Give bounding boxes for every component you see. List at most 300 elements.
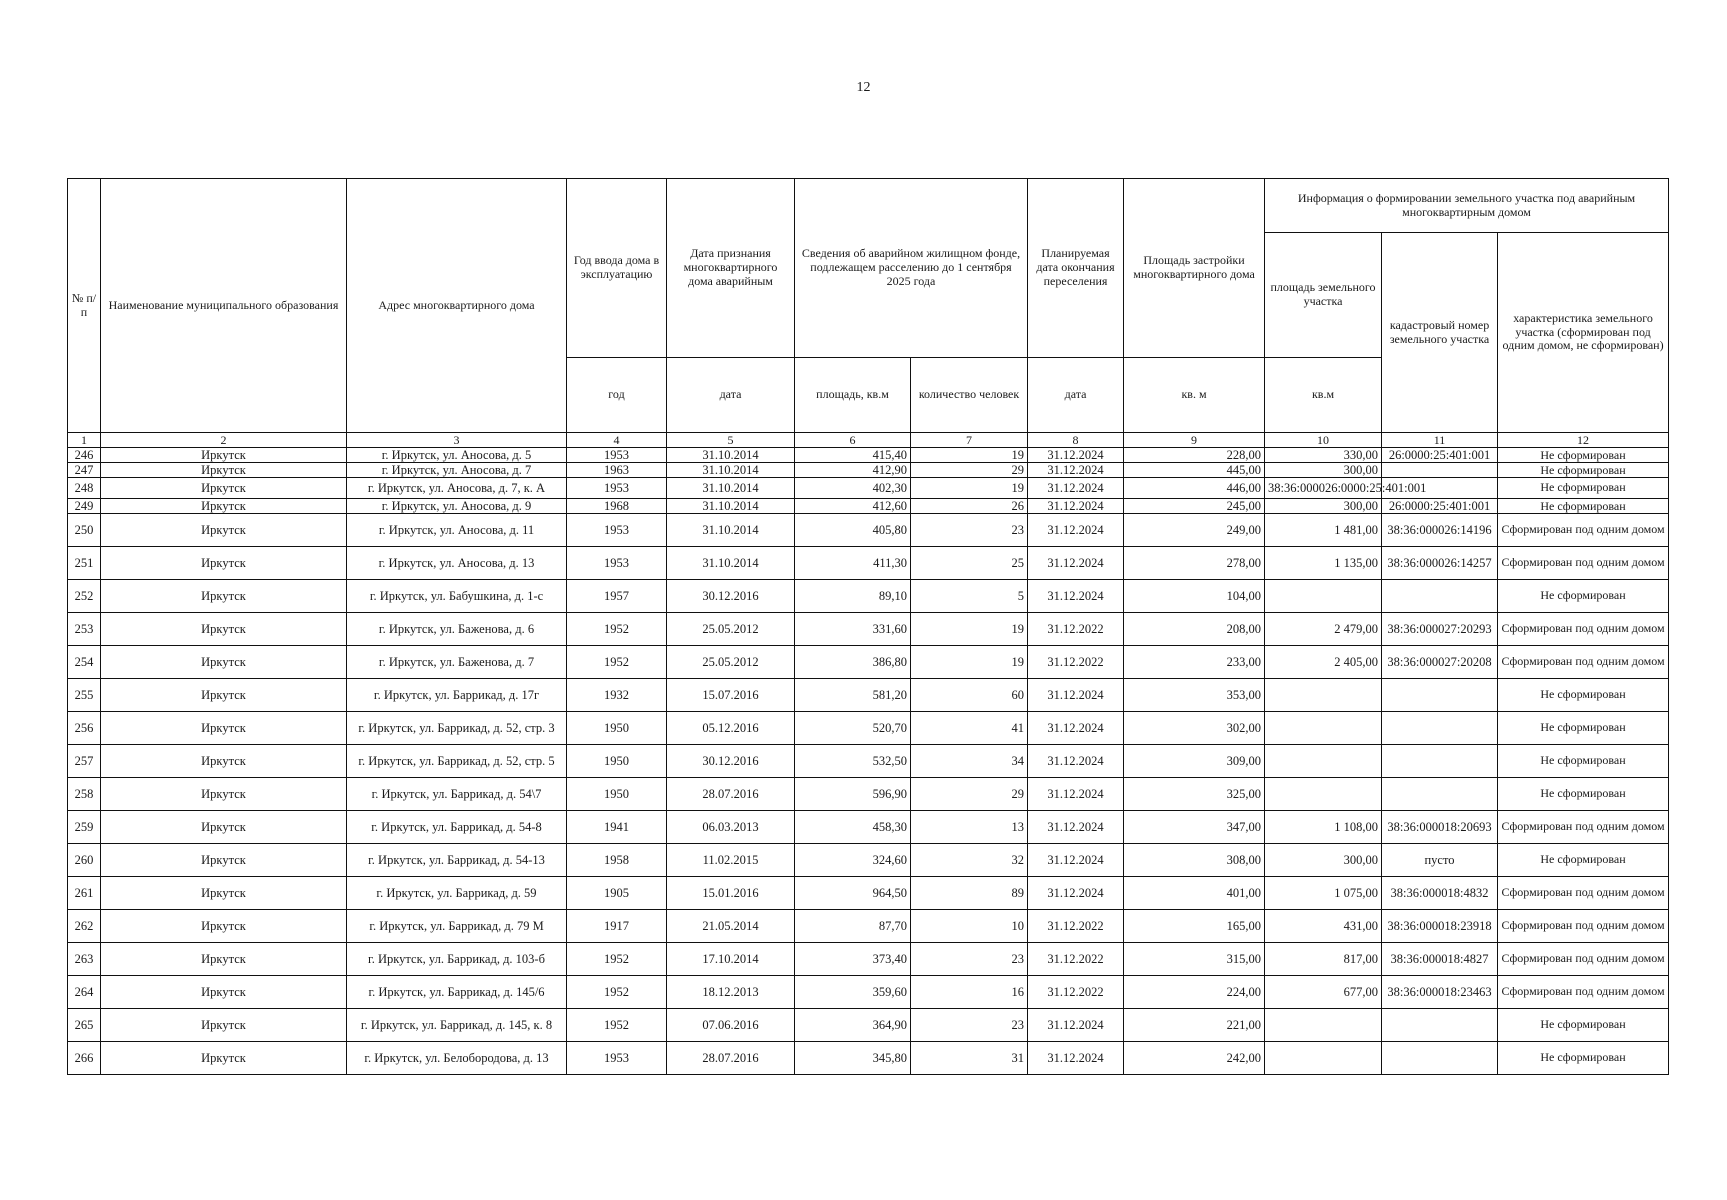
fund-area-cell: 412,60 xyxy=(795,499,911,514)
people-count-cell: 23 xyxy=(911,943,1028,976)
fund-area-cell: 415,40 xyxy=(795,448,911,463)
year-cell: 1950 xyxy=(567,745,667,778)
built-area-cell: 278,00 xyxy=(1124,547,1265,580)
people-count-cell: 26 xyxy=(911,499,1028,514)
people-count-cell: 34 xyxy=(911,745,1028,778)
address-cell: г. Иркутск, ул. Баррикад, д. 54-8 xyxy=(347,811,567,844)
cadastral-number-cell xyxy=(1382,580,1498,613)
planned-date-cell: 31.12.2024 xyxy=(1028,1042,1124,1075)
table-row xyxy=(68,478,1669,499)
built-area-cell: 401,00 xyxy=(1124,877,1265,910)
land-area-cell: 431,00 xyxy=(1265,910,1382,943)
cadastral-number-cell: 38:36:000018:23918 xyxy=(1382,910,1498,943)
land-characteristic-cell: Сформирован под одним домом xyxy=(1498,910,1669,943)
land-area-cell xyxy=(1265,580,1382,613)
recognition-date-cell: 28.07.2016 xyxy=(667,1042,795,1075)
municipality-cell: Иркутск xyxy=(101,499,347,514)
row-number: 261 xyxy=(68,877,101,910)
land-characteristic-cell: Сформирован под одним домом xyxy=(1498,811,1669,844)
land-area-cell xyxy=(1265,1042,1382,1075)
land-characteristic-cell: Не сформирован xyxy=(1498,745,1669,778)
recognition-date-cell: 31.10.2014 xyxy=(667,514,795,547)
column-number: 1 xyxy=(68,433,101,448)
land-area-cell: 330,00 xyxy=(1265,448,1382,463)
land-area-cell: 300,00 xyxy=(1265,463,1382,478)
municipality-cell: Иркутск xyxy=(101,514,347,547)
municipality-cell: Иркутск xyxy=(101,745,347,778)
table-row xyxy=(68,712,1669,745)
land-characteristic-cell: Сформирован под одним домом xyxy=(1498,514,1669,547)
address-cell: г. Иркутск, ул. Баррикад, д. 52, стр. 3 xyxy=(347,712,567,745)
municipality-cell: Иркутск xyxy=(101,1042,347,1075)
cadastral-number-cell: 26:0000:25:401:001 xyxy=(1382,499,1498,514)
municipality-cell: Иркутск xyxy=(101,844,347,877)
planned-date-cell: 31.12.2024 xyxy=(1028,448,1124,463)
header-cadastral: кадастровый номер земельного участка xyxy=(1382,233,1498,433)
people-count-cell: 13 xyxy=(911,811,1028,844)
year-cell: 1958 xyxy=(567,844,667,877)
table-row xyxy=(68,547,1669,580)
planned-date-cell: 31.12.2024 xyxy=(1028,580,1124,613)
land-characteristic-cell: Не сформирован xyxy=(1498,448,1669,463)
fund-area-cell: 402,30 xyxy=(795,478,911,499)
built-area-cell: 302,00 xyxy=(1124,712,1265,745)
table-row xyxy=(68,1042,1669,1075)
table-row xyxy=(68,679,1669,712)
municipality-cell: Иркутск xyxy=(101,712,347,745)
land-area-cell: 1 135,00 xyxy=(1265,547,1382,580)
built-area-cell: 315,00 xyxy=(1124,943,1265,976)
column-number: 9 xyxy=(1124,433,1265,448)
built-area-cell: 165,00 xyxy=(1124,910,1265,943)
recognition-date-cell: 11.02.2015 xyxy=(667,844,795,877)
built-area-cell: 353,00 xyxy=(1124,679,1265,712)
people-count-cell: 31 xyxy=(911,1042,1028,1075)
planned-date-cell: 31.12.2022 xyxy=(1028,646,1124,679)
cadastral-number-cell: 38:36:000027:20293 xyxy=(1382,613,1498,646)
address-cell: г. Иркутск, ул. Белобородова, д. 13 xyxy=(347,1042,567,1075)
people-count-cell: 19 xyxy=(911,646,1028,679)
built-area-cell: 245,00 xyxy=(1124,499,1265,514)
land-characteristic-cell: Сформирован под одним домом xyxy=(1498,976,1669,1009)
address-cell: г. Иркутск, ул. Баррикад, д. 145, к. 8 xyxy=(347,1009,567,1042)
header-fund-info: Сведения об аварийном жилищном фонде, подлежащем расселению до 1 сентября 2025 года xyxy=(795,179,1028,358)
unit-land-area: кв.м xyxy=(1265,358,1382,433)
column-number: 5 xyxy=(667,433,795,448)
cadastral-number-cell xyxy=(1382,1042,1498,1075)
people-count-cell: 5 xyxy=(911,580,1028,613)
header-recognition-date: Дата признания многоквартирного дома аварийным xyxy=(667,179,795,358)
planned-date-cell: 31.12.2022 xyxy=(1028,910,1124,943)
header-land-area: площадь земельного участка xyxy=(1265,233,1382,358)
land-characteristic-cell: Не сформирован xyxy=(1498,1042,1669,1075)
table-row xyxy=(68,745,1669,778)
column-number: 11 xyxy=(1382,433,1498,448)
municipality-cell: Иркутск xyxy=(101,679,347,712)
fund-area-cell: 405,80 xyxy=(795,514,911,547)
table-row xyxy=(68,499,1669,514)
people-count-cell: 19 xyxy=(911,478,1028,499)
year-cell: 1968 xyxy=(567,499,667,514)
cadastral-number-cell: 38:36:000027:20208 xyxy=(1382,646,1498,679)
land-characteristic-cell: Не сформирован xyxy=(1498,778,1669,811)
year-cell: 1917 xyxy=(567,910,667,943)
fund-area-cell: 411,30 xyxy=(795,547,911,580)
column-number: 12 xyxy=(1498,433,1669,448)
built-area-cell: 221,00 xyxy=(1124,1009,1265,1042)
address-cell: г. Иркутск, ул. Баррикад, д. 103-б xyxy=(347,943,567,976)
land-area-cell: 38:36:000026:0000:25:401:001 xyxy=(1265,478,1382,499)
recognition-date-cell: 15.07.2016 xyxy=(667,679,795,712)
municipality-cell: Иркутск xyxy=(101,976,347,1009)
fund-area-cell: 373,40 xyxy=(795,943,911,976)
people-count-cell: 89 xyxy=(911,877,1028,910)
cadastral-number-cell: пусто xyxy=(1382,844,1498,877)
cadastral-number-cell xyxy=(1382,463,1498,478)
recognition-date-cell: 21.05.2014 xyxy=(667,910,795,943)
municipality-cell: Иркутск xyxy=(101,778,347,811)
planned-date-cell: 31.12.2024 xyxy=(1028,499,1124,514)
land-area-cell: 817,00 xyxy=(1265,943,1382,976)
year-cell: 1952 xyxy=(567,1009,667,1042)
land-characteristic-cell: Не сформирован xyxy=(1498,712,1669,745)
cadastral-number-cell: 38:36:000026:14257 xyxy=(1382,547,1498,580)
table-row xyxy=(68,463,1669,478)
address-cell: г. Иркутск, ул. Баррикад, д. 17г xyxy=(347,679,567,712)
row-number: 256 xyxy=(68,712,101,745)
municipality-cell: Иркутск xyxy=(101,646,347,679)
land-area-cell: 1 075,00 xyxy=(1265,877,1382,910)
address-cell: г. Иркутск, ул. Аносова, д. 11 xyxy=(347,514,567,547)
fund-area-cell: 87,70 xyxy=(795,910,911,943)
column-number: 3 xyxy=(347,433,567,448)
year-cell: 1952 xyxy=(567,976,667,1009)
municipality-cell: Иркутск xyxy=(101,811,347,844)
column-number: 6 xyxy=(795,433,911,448)
planned-date-cell: 31.12.2024 xyxy=(1028,463,1124,478)
recognition-date-cell: 25.05.2012 xyxy=(667,613,795,646)
built-area-cell: 249,00 xyxy=(1124,514,1265,547)
cadastral-number-cell xyxy=(1382,1009,1498,1042)
land-area-cell xyxy=(1265,1009,1382,1042)
row-number: 264 xyxy=(68,976,101,1009)
year-cell: 1932 xyxy=(567,679,667,712)
built-area-cell: 325,00 xyxy=(1124,778,1265,811)
municipality-cell: Иркутск xyxy=(101,580,347,613)
fund-area-cell: 964,50 xyxy=(795,877,911,910)
recognition-date-cell: 31.10.2014 xyxy=(667,547,795,580)
planned-date-cell: 31.12.2024 xyxy=(1028,745,1124,778)
built-area-cell: 242,00 xyxy=(1124,1042,1265,1075)
row-number: 262 xyxy=(68,910,101,943)
header-land-group: Информация о формировании земельного участка под аварийным многоквартирным домом xyxy=(1265,179,1669,233)
built-area-cell: 445,00 xyxy=(1124,463,1265,478)
land-characteristic-cell: Сформирован под одним домом xyxy=(1498,646,1669,679)
year-cell: 1952 xyxy=(567,646,667,679)
municipality-cell: Иркутск xyxy=(101,877,347,910)
cadastral-number-cell: 26:0000:25:401:001 xyxy=(1382,448,1498,463)
recognition-date-cell: 17.10.2014 xyxy=(667,943,795,976)
recognition-date-cell: 07.06.2016 xyxy=(667,1009,795,1042)
municipality-cell: Иркутск xyxy=(101,448,347,463)
municipality-cell: Иркутск xyxy=(101,463,347,478)
land-characteristic-cell: Не сформирован xyxy=(1498,499,1669,514)
year-cell: 1953 xyxy=(567,514,667,547)
address-cell: г. Иркутск, ул. Баррикад, д. 145/6 xyxy=(347,976,567,1009)
built-area-cell: 446,00 xyxy=(1124,478,1265,499)
cadastral-number-cell: 38:36:000018:4827 xyxy=(1382,943,1498,976)
unit-year: год xyxy=(567,358,667,433)
row-number: 259 xyxy=(68,811,101,844)
municipality-cell: Иркутск xyxy=(101,547,347,580)
cadastral-number-cell xyxy=(1382,745,1498,778)
land-area-cell xyxy=(1265,778,1382,811)
recognition-date-cell: 30.12.2016 xyxy=(667,580,795,613)
land-characteristic-cell: Не сформирован xyxy=(1498,679,1669,712)
unit-area: площадь, кв.м xyxy=(795,358,911,433)
address-cell: г. Иркутск, ул. Аносова, д. 13 xyxy=(347,547,567,580)
table-row xyxy=(68,646,1669,679)
cadastral-number-cell: 38:36:000018:4832 xyxy=(1382,877,1498,910)
cadastral-number-cell: 38:36:000018:20693 xyxy=(1382,811,1498,844)
year-cell: 1950 xyxy=(567,778,667,811)
table-row xyxy=(68,976,1669,1009)
planned-date-cell: 31.12.2024 xyxy=(1028,547,1124,580)
municipality-cell: Иркутск xyxy=(101,1009,347,1042)
fund-area-cell: 386,80 xyxy=(795,646,911,679)
header-number: № п/п xyxy=(68,179,101,433)
address-cell: г. Иркутск, ул. Аносова, д. 9 xyxy=(347,499,567,514)
row-number: 248 xyxy=(68,478,101,499)
people-count-cell: 16 xyxy=(911,976,1028,1009)
people-count-cell: 29 xyxy=(911,778,1028,811)
built-area-cell: 208,00 xyxy=(1124,613,1265,646)
fund-area-cell: 520,70 xyxy=(795,712,911,745)
address-cell: г. Иркутск, ул. Баженова, д. 6 xyxy=(347,613,567,646)
row-number: 250 xyxy=(68,514,101,547)
cadastral-number-cell xyxy=(1382,778,1498,811)
fund-area-cell: 331,60 xyxy=(795,613,911,646)
people-count-cell: 41 xyxy=(911,712,1028,745)
column-number: 2 xyxy=(101,433,347,448)
row-number: 257 xyxy=(68,745,101,778)
year-cell: 1905 xyxy=(567,877,667,910)
fund-area-cell: 412,90 xyxy=(795,463,911,478)
year-cell: 1953 xyxy=(567,478,667,499)
header-year: Год ввода дома в эксплуатацию xyxy=(567,179,667,358)
recognition-date-cell: 31.10.2014 xyxy=(667,448,795,463)
address-cell: г. Иркутск, ул. Бабушкина, д. 1-с xyxy=(347,580,567,613)
unit-people: количество человек xyxy=(911,358,1028,433)
year-cell: 1952 xyxy=(567,943,667,976)
land-area-cell xyxy=(1265,679,1382,712)
row-number: 247 xyxy=(68,463,101,478)
table-row xyxy=(68,613,1669,646)
table-header xyxy=(68,179,1669,448)
land-characteristic-cell: Сформирован под одним домом xyxy=(1498,877,1669,910)
row-number: 263 xyxy=(68,943,101,976)
year-cell: 1953 xyxy=(567,1042,667,1075)
people-count-cell: 29 xyxy=(911,463,1028,478)
cadastral-number-cell xyxy=(1382,679,1498,712)
address-cell: г. Иркутск, ул. Аносова, д. 5 xyxy=(347,448,567,463)
year-cell: 1957 xyxy=(567,580,667,613)
recognition-date-cell: 05.12.2016 xyxy=(667,712,795,745)
land-area-cell: 677,00 xyxy=(1265,976,1382,1009)
row-number: 252 xyxy=(68,580,101,613)
land-area-cell: 300,00 xyxy=(1265,499,1382,514)
year-cell: 1953 xyxy=(567,547,667,580)
cadastral-number-cell: 38:36:000026:14196 xyxy=(1382,514,1498,547)
address-cell: г. Иркутск, ул. Баррикад, д. 79 М xyxy=(347,910,567,943)
unit-date: дата xyxy=(667,358,795,433)
row-number: 266 xyxy=(68,1042,101,1075)
land-characteristic-cell: Не сформирован xyxy=(1498,478,1669,499)
land-area-cell: 1 481,00 xyxy=(1265,514,1382,547)
column-number: 7 xyxy=(911,433,1028,448)
municipality-cell: Иркутск xyxy=(101,613,347,646)
row-number: 251 xyxy=(68,547,101,580)
page-number: 12 xyxy=(856,80,871,95)
land-area-cell: 300,00 xyxy=(1265,844,1382,877)
year-cell: 1941 xyxy=(567,811,667,844)
planned-date-cell: 31.12.2024 xyxy=(1028,877,1124,910)
planned-date-cell: 31.12.2022 xyxy=(1028,943,1124,976)
fund-area-cell: 89,10 xyxy=(795,580,911,613)
land-characteristic-cell: Сформирован под одним домом xyxy=(1498,943,1669,976)
people-count-cell: 10 xyxy=(911,910,1028,943)
people-count-cell: 25 xyxy=(911,547,1028,580)
cadastral-number-cell: 38:36:000018:23463 xyxy=(1382,976,1498,1009)
recognition-date-cell: 31.10.2014 xyxy=(667,499,795,514)
built-area-cell: 233,00 xyxy=(1124,646,1265,679)
address-cell: г. Иркутск, ул. Аносова, д. 7 xyxy=(347,463,567,478)
table-row xyxy=(68,514,1669,547)
header-municipality: Наименование муниципального образования xyxy=(101,179,347,433)
land-characteristic-cell: Не сформирован xyxy=(1498,1009,1669,1042)
people-count-cell: 32 xyxy=(911,844,1028,877)
address-cell: г. Иркутск, ул. Баррикад, д. 54-13 xyxy=(347,844,567,877)
row-number: 246 xyxy=(68,448,101,463)
fund-area-cell: 359,60 xyxy=(795,976,911,1009)
recognition-date-cell: 25.05.2012 xyxy=(667,646,795,679)
header-built-area: Площадь застройки многоквартирного дома xyxy=(1124,179,1265,358)
recognition-date-cell: 28.07.2016 xyxy=(667,778,795,811)
municipality-cell: Иркутск xyxy=(101,478,347,499)
table-row xyxy=(68,1009,1669,1042)
built-area-cell: 228,00 xyxy=(1124,448,1265,463)
housing-registry-table xyxy=(67,178,1669,1075)
people-count-cell: 23 xyxy=(911,1009,1028,1042)
row-number: 255 xyxy=(68,679,101,712)
recognition-date-cell: 30.12.2016 xyxy=(667,745,795,778)
land-characteristic-cell: Сформирован под одним домом xyxy=(1498,613,1669,646)
unit-planned-date: дата xyxy=(1028,358,1124,433)
table-row xyxy=(68,778,1669,811)
planned-date-cell: 31.12.2024 xyxy=(1028,1009,1124,1042)
row-number: 265 xyxy=(68,1009,101,1042)
people-count-cell: 19 xyxy=(911,613,1028,646)
row-number: 254 xyxy=(68,646,101,679)
built-area-cell: 309,00 xyxy=(1124,745,1265,778)
municipality-cell: Иркутск xyxy=(101,910,347,943)
planned-date-cell: 31.12.2022 xyxy=(1028,976,1124,1009)
year-cell: 1963 xyxy=(567,463,667,478)
table-row xyxy=(68,844,1669,877)
planned-date-cell: 31.12.2024 xyxy=(1028,712,1124,745)
planned-date-cell: 31.12.2024 xyxy=(1028,844,1124,877)
recognition-date-cell: 06.03.2013 xyxy=(667,811,795,844)
table-row xyxy=(68,910,1669,943)
row-number: 253 xyxy=(68,613,101,646)
planned-date-cell: 31.12.2024 xyxy=(1028,679,1124,712)
people-count-cell: 23 xyxy=(911,514,1028,547)
land-area-cell xyxy=(1265,745,1382,778)
fund-area-cell: 532,50 xyxy=(795,745,911,778)
fund-area-cell: 458,30 xyxy=(795,811,911,844)
built-area-cell: 104,00 xyxy=(1124,580,1265,613)
address-cell: г. Иркутск, ул. Аносова, д. 7, к. А xyxy=(347,478,567,499)
column-number: 10 xyxy=(1265,433,1382,448)
built-area-cell: 347,00 xyxy=(1124,811,1265,844)
column-number: 4 xyxy=(567,433,667,448)
land-characteristic-cell: Не сформирован xyxy=(1498,580,1669,613)
planned-date-cell: 31.12.2024 xyxy=(1028,514,1124,547)
header-address: Адрес многоквартирного дома xyxy=(347,179,567,433)
fund-area-cell: 596,90 xyxy=(795,778,911,811)
land-area-cell: 2 405,00 xyxy=(1265,646,1382,679)
built-area-cell: 308,00 xyxy=(1124,844,1265,877)
recognition-date-cell: 15.01.2016 xyxy=(667,877,795,910)
fund-area-cell: 324,60 xyxy=(795,844,911,877)
people-count-cell: 19 xyxy=(911,448,1028,463)
address-cell: г. Иркутск, ул. Баррикад, д. 54\7 xyxy=(347,778,567,811)
table-row xyxy=(68,943,1669,976)
fund-area-cell: 345,80 xyxy=(795,1042,911,1075)
address-cell: г. Иркутск, ул. Баррикад, д. 52, стр. 5 xyxy=(347,745,567,778)
column-number-row xyxy=(68,433,1669,448)
row-number: 258 xyxy=(68,778,101,811)
fund-area-cell: 581,20 xyxy=(795,679,911,712)
land-characteristic-cell: Не сформирован xyxy=(1498,463,1669,478)
recognition-date-cell: 31.10.2014 xyxy=(667,478,795,499)
header-land-characteristic: характеристика земельного участка (сформирован под одним домом, не сформирован) xyxy=(1498,233,1669,433)
municipality-cell: Иркутск xyxy=(101,943,347,976)
planned-date-cell: 31.12.2024 xyxy=(1028,478,1124,499)
land-characteristic-cell: Не сформирован xyxy=(1498,844,1669,877)
year-cell: 1950 xyxy=(567,712,667,745)
year-cell: 1952 xyxy=(567,613,667,646)
land-area-cell: 2 479,00 xyxy=(1265,613,1382,646)
table-body xyxy=(68,448,1669,1075)
planned-date-cell: 31.12.2024 xyxy=(1028,811,1124,844)
planned-date-cell: 31.12.2024 xyxy=(1028,778,1124,811)
fund-area-cell: 364,90 xyxy=(795,1009,911,1042)
address-cell: г. Иркутск, ул. Баррикад, д. 59 xyxy=(347,877,567,910)
cadastral-number-cell xyxy=(1382,712,1498,745)
unit-built-area: кв. м xyxy=(1124,358,1265,433)
address-cell: г. Иркутск, ул. Баженова, д. 7 xyxy=(347,646,567,679)
built-area-cell: 224,00 xyxy=(1124,976,1265,1009)
table-row xyxy=(68,811,1669,844)
people-count-cell: 60 xyxy=(911,679,1028,712)
year-cell: 1953 xyxy=(567,448,667,463)
land-characteristic-cell: Сформирован под одним домом xyxy=(1498,547,1669,580)
recognition-date-cell: 31.10.2014 xyxy=(667,463,795,478)
recognition-date-cell: 18.12.2013 xyxy=(667,976,795,1009)
row-number: 249 xyxy=(68,499,101,514)
table-row xyxy=(68,877,1669,910)
